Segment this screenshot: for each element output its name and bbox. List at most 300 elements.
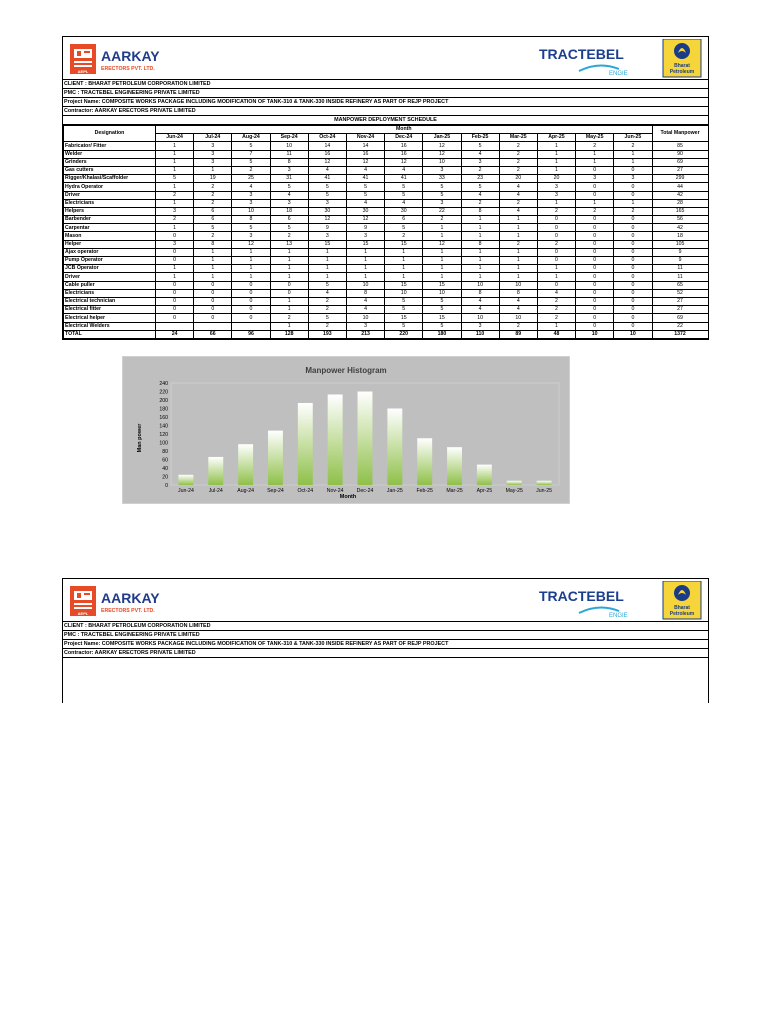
value-cell: 3 xyxy=(270,199,308,207)
value-cell: 0 xyxy=(232,281,270,289)
value-cell: 1 xyxy=(270,322,308,330)
x-tick-label: May-25 xyxy=(505,488,523,494)
value-cell: 5 xyxy=(232,224,270,232)
histogram-svg xyxy=(123,357,569,503)
value-cell: 1 xyxy=(232,248,270,256)
table-row xyxy=(64,191,709,199)
value-cell: 31 xyxy=(270,175,308,183)
value-cell: 5 xyxy=(156,175,194,183)
value-cell: 10 xyxy=(499,281,537,289)
value-cell: 4 xyxy=(461,297,499,305)
value-cell: 0 xyxy=(576,240,614,248)
table-row xyxy=(64,240,709,248)
y-tick-label: 80 xyxy=(162,448,168,455)
value-cell: 1 xyxy=(308,248,346,256)
value-cell: 8 xyxy=(461,240,499,248)
value-cell: 2 xyxy=(576,207,614,215)
value-cell: 0 xyxy=(270,289,308,297)
row-total-cell: 9 xyxy=(652,257,708,265)
value-cell: 12 xyxy=(423,240,461,248)
value-cell: 5 xyxy=(232,142,270,150)
month-col-header: Jun-25 xyxy=(614,134,652,142)
y-tick-label: 180 xyxy=(159,406,168,413)
value-cell: 66 xyxy=(194,330,232,338)
schedule-title: MANPOWER DEPLOYMENT SCHEDULE xyxy=(63,116,708,125)
value-cell: 0 xyxy=(194,297,232,305)
value-cell: 3 xyxy=(576,175,614,183)
value-cell: 1 xyxy=(156,158,194,166)
value-cell: 5 xyxy=(346,191,384,199)
value-cell: 3 xyxy=(461,322,499,330)
value-cell: 128 xyxy=(270,330,308,338)
value-cell: 12 xyxy=(423,142,461,150)
row-total-cell: 42 xyxy=(652,224,708,232)
value-cell: 30 xyxy=(346,207,384,215)
value-cell: 1 xyxy=(614,158,652,166)
value-cell: 2 xyxy=(537,207,575,215)
value-cell: 0 xyxy=(614,248,652,256)
month-row xyxy=(64,134,709,142)
value-cell: 0 xyxy=(537,248,575,256)
value-cell: 1 xyxy=(156,199,194,207)
value-cell: 1 xyxy=(194,166,232,174)
month-col-header: Jul-24 xyxy=(194,134,232,142)
value-cell: 8 xyxy=(232,216,270,224)
value-cell: 1 xyxy=(346,248,384,256)
x-tick-label: Apr-25 xyxy=(476,488,493,494)
histogram-bar xyxy=(358,392,373,486)
value-cell: 3 xyxy=(308,232,346,240)
value-cell: 3 xyxy=(537,191,575,199)
contractor-line: Contractor: AARKAY ERECTORS PRIVATE LIMITED xyxy=(63,107,708,116)
value-cell: 10 xyxy=(385,289,423,297)
value-cell: 0 xyxy=(156,232,194,240)
y-tick-label: 100 xyxy=(159,440,168,447)
value-cell: 1 xyxy=(194,265,232,273)
value-cell: 1 xyxy=(461,248,499,256)
value-cell: 1 xyxy=(232,257,270,265)
value-cell: 20 xyxy=(499,175,537,183)
histogram-bar xyxy=(298,403,313,485)
value-cell: 5 xyxy=(385,183,423,191)
value-cell: 0 xyxy=(156,257,194,265)
value-cell: 3 xyxy=(156,207,194,215)
value-cell: 5 xyxy=(423,191,461,199)
table-row xyxy=(64,224,709,232)
month-col-header: Dec-24 xyxy=(385,134,423,142)
value-cell: 1 xyxy=(499,273,537,281)
x-tick-label: Aug-24 xyxy=(237,488,254,494)
value-cell: 2 xyxy=(499,158,537,166)
designation-cell: Driver xyxy=(64,273,156,281)
value-cell xyxy=(232,322,270,330)
value-cell: 0 xyxy=(576,224,614,232)
y-tick-label: 160 xyxy=(159,414,168,421)
x-tick-label: Jul-24 xyxy=(208,488,223,494)
pmc-line-2: PMC : TRACTEBEL ENGINEERING PRIVATE LIMITED xyxy=(63,631,708,640)
value-cell: 3 xyxy=(232,232,270,240)
value-cell: 1 xyxy=(423,232,461,240)
value-cell: 15 xyxy=(423,281,461,289)
table-row xyxy=(64,199,709,207)
row-total-cell: 165 xyxy=(652,207,708,215)
value-cell: 1 xyxy=(156,224,194,232)
value-cell: 0 xyxy=(537,224,575,232)
tractebel-logo: TRACTEBEL xyxy=(539,46,624,62)
value-cell: 0 xyxy=(576,248,614,256)
month-col-header: Jan-25 xyxy=(423,134,461,142)
value-cell: 12 xyxy=(308,216,346,224)
x-axis-label: Month xyxy=(339,494,357,500)
value-cell: 3 xyxy=(194,158,232,166)
month-col-header: Feb-25 xyxy=(461,134,499,142)
value-cell: 15 xyxy=(385,240,423,248)
designation-cell: Driver xyxy=(64,191,156,199)
designation-cell: TOTAL xyxy=(64,330,156,338)
value-cell: 3 xyxy=(156,240,194,248)
value-cell: 4 xyxy=(308,289,346,297)
value-cell: 5 xyxy=(308,281,346,289)
y-tick-label: 240 xyxy=(159,380,168,387)
project-line-2: Project Name: COMPOSITE WORKS PACKAGE INCLUDING MODIFICATION OF TANK-310 & TANK-330 INSIDE REFINERY AS PART OF REJP PROJECT xyxy=(63,640,708,649)
value-cell: 193 xyxy=(308,330,346,338)
value-cell: 4 xyxy=(499,191,537,199)
designation-cell: Electricians xyxy=(64,289,156,297)
value-cell: 0 xyxy=(576,297,614,305)
designation-cell: Helpers xyxy=(64,207,156,215)
designation-cell: Fabricator/ Fitter xyxy=(64,142,156,150)
value-cell: 4 xyxy=(232,183,270,191)
value-cell: 48 xyxy=(537,330,575,338)
value-cell: 0 xyxy=(232,297,270,305)
value-cell: 1 xyxy=(423,248,461,256)
value-cell: 5 xyxy=(423,183,461,191)
value-cell: 2 xyxy=(576,142,614,150)
value-cell: 2 xyxy=(156,216,194,224)
row-total-cell: 9 xyxy=(652,248,708,256)
value-cell: 2 xyxy=(308,297,346,305)
y-tick-label: 140 xyxy=(159,423,168,430)
value-cell: 1 xyxy=(461,224,499,232)
engie-logo: ENGIE xyxy=(609,71,628,77)
value-cell: 2 xyxy=(499,142,537,150)
table-row xyxy=(64,158,709,166)
value-cell: 0 xyxy=(232,314,270,322)
value-cell: 0 xyxy=(194,306,232,314)
value-cell: 3 xyxy=(232,191,270,199)
value-cell: 15 xyxy=(308,240,346,248)
value-cell: 0 xyxy=(614,191,652,199)
month-col-header: May-25 xyxy=(576,134,614,142)
value-cell xyxy=(156,322,194,330)
histogram-bar xyxy=(178,475,193,485)
value-cell: 1 xyxy=(614,150,652,158)
value-cell: 0 xyxy=(614,265,652,273)
value-cell: 12 xyxy=(346,216,384,224)
value-cell: 0 xyxy=(270,281,308,289)
project-line: Project Name: COMPOSITE WORKS PACKAGE INCLUDING MODIFICATION OF TANK-310 & TANK-330 INSIDE REFINERY AS PART OF REJP PROJECT xyxy=(63,98,708,107)
row-total-cell: 56 xyxy=(652,216,708,224)
value-cell: 10 xyxy=(576,330,614,338)
value-cell: 0 xyxy=(576,281,614,289)
value-cell: 1 xyxy=(156,150,194,158)
value-cell: 0 xyxy=(576,232,614,240)
value-cell: 1 xyxy=(499,248,537,256)
value-cell: 0 xyxy=(614,322,652,330)
value-cell: 10 xyxy=(270,142,308,150)
value-cell: 5 xyxy=(270,224,308,232)
sheet-1 xyxy=(62,36,709,340)
value-cell: 0 xyxy=(576,273,614,281)
value-cell: 2 xyxy=(614,142,652,150)
value-cell: 5 xyxy=(385,306,423,314)
value-cell: 0 xyxy=(537,216,575,224)
value-cell: 0 xyxy=(537,232,575,240)
table-row xyxy=(64,216,709,224)
histogram-bar xyxy=(507,481,522,485)
manpower-table xyxy=(63,125,709,339)
value-cell: 1 xyxy=(346,273,384,281)
table-row xyxy=(64,175,709,183)
value-cell: 4 xyxy=(385,166,423,174)
histogram-bar xyxy=(417,438,432,485)
value-cell: 1 xyxy=(576,158,614,166)
value-cell: 1 xyxy=(346,265,384,273)
designation-cell: JCB Operator xyxy=(64,265,156,273)
value-cell: 5 xyxy=(423,306,461,314)
table-row xyxy=(64,166,709,174)
value-cell: 0 xyxy=(614,216,652,224)
value-cell: 1 xyxy=(461,232,499,240)
x-tick-label: Jun-24 xyxy=(177,488,194,494)
value-cell: 0 xyxy=(156,314,194,322)
value-cell: 1 xyxy=(156,273,194,281)
value-cell: 1 xyxy=(346,257,384,265)
x-tick-label: Oct-24 xyxy=(297,488,314,494)
designation-cell: Carpentar xyxy=(64,224,156,232)
value-cell: 1 xyxy=(537,150,575,158)
value-cell: 1 xyxy=(576,150,614,158)
value-cell: 0 xyxy=(614,289,652,297)
svg-text:ENGIE: ENGIE xyxy=(609,613,628,619)
value-cell: 0 xyxy=(156,281,194,289)
value-cell: 5 xyxy=(270,183,308,191)
designation-cell: Hydra Operator xyxy=(64,183,156,191)
value-cell: 5 xyxy=(423,297,461,305)
value-cell: 2 xyxy=(537,240,575,248)
value-cell: 110 xyxy=(461,330,499,338)
value-cell: 12 xyxy=(346,158,384,166)
row-total-cell: 18 xyxy=(652,232,708,240)
svg-text:Petroleum: Petroleum xyxy=(669,69,695,75)
value-cell: 25 xyxy=(232,175,270,183)
value-cell: 1 xyxy=(308,265,346,273)
designation-cell: Cable puller xyxy=(64,281,156,289)
svg-text:AARKAY: AARKAY xyxy=(101,590,160,606)
value-cell xyxy=(194,322,232,330)
value-cell: 5 xyxy=(308,191,346,199)
chart-title: Manpower Histogram xyxy=(305,366,387,375)
value-cell: 10 xyxy=(461,314,499,322)
value-cell: 5 xyxy=(385,322,423,330)
value-cell: 2 xyxy=(270,314,308,322)
table-body xyxy=(64,142,709,339)
value-cell: 0 xyxy=(194,314,232,322)
value-cell: 15 xyxy=(385,314,423,322)
value-cell: 1 xyxy=(461,273,499,281)
table-row xyxy=(64,232,709,240)
svg-text:Petroleum: Petroleum xyxy=(669,611,695,617)
value-cell: 1 xyxy=(499,265,537,273)
table-row xyxy=(64,142,709,150)
designation-cell: Ajax operator xyxy=(64,248,156,256)
table-row xyxy=(64,322,709,330)
value-cell: 12 xyxy=(385,158,423,166)
value-cell: 18 xyxy=(270,207,308,215)
value-cell: 1 xyxy=(576,199,614,207)
value-cell: 4 xyxy=(308,166,346,174)
value-cell: 2 xyxy=(499,150,537,158)
month-col-header: Mar-25 xyxy=(499,134,537,142)
month-col-header: Sep-24 xyxy=(270,134,308,142)
value-cell: 0 xyxy=(156,248,194,256)
value-cell: 3 xyxy=(537,183,575,191)
svg-text:Bharat: Bharat xyxy=(674,63,690,69)
value-cell: 12 xyxy=(423,150,461,158)
value-cell: 2 xyxy=(499,166,537,174)
value-cell: 3 xyxy=(346,322,384,330)
value-cell: 4 xyxy=(537,289,575,297)
value-cell: 5 xyxy=(232,158,270,166)
row-total-cell: 44 xyxy=(652,183,708,191)
value-cell: 2 xyxy=(156,191,194,199)
value-cell: 0 xyxy=(194,281,232,289)
value-cell: 0 xyxy=(576,289,614,297)
value-cell: 5 xyxy=(423,322,461,330)
value-cell: 10 xyxy=(499,314,537,322)
histogram-bar xyxy=(268,431,283,485)
value-cell: 1 xyxy=(385,248,423,256)
month-col-header: Oct-24 xyxy=(308,134,346,142)
value-cell: 0 xyxy=(614,314,652,322)
x-tick-label: Dec-24 xyxy=(356,488,374,494)
aarkay-logo-2 xyxy=(69,583,189,619)
total-row xyxy=(64,330,709,338)
y-tick-label: 220 xyxy=(159,389,168,396)
x-tick-label: Nov-24 xyxy=(326,488,344,494)
designation-cell: Electrical helper xyxy=(64,314,156,322)
client-logos xyxy=(539,39,704,79)
value-cell: 6 xyxy=(194,207,232,215)
value-cell: 41 xyxy=(385,175,423,183)
histogram-bar xyxy=(387,409,402,486)
value-cell: 30 xyxy=(385,207,423,215)
value-cell: 1 xyxy=(537,322,575,330)
value-cell: 15 xyxy=(346,240,384,248)
value-cell: 0 xyxy=(614,281,652,289)
value-cell: 0 xyxy=(614,273,652,281)
svg-text:TRACTEBEL: TRACTEBEL xyxy=(539,588,624,604)
value-cell: 1 xyxy=(156,183,194,191)
histogram-bar xyxy=(208,457,223,485)
value-cell: 1 xyxy=(537,142,575,150)
designation-cell: Electrical technician xyxy=(64,297,156,305)
value-cell: 0 xyxy=(576,306,614,314)
value-cell: 2 xyxy=(614,207,652,215)
value-cell: 3 xyxy=(423,166,461,174)
svg-text:Bharat: Bharat xyxy=(674,605,690,611)
value-cell: 4 xyxy=(461,150,499,158)
x-tick-label: Sep-24 xyxy=(267,488,284,494)
value-cell: 0 xyxy=(576,183,614,191)
designation-cell: Gas cutters xyxy=(64,166,156,174)
table-row xyxy=(64,281,709,289)
value-cell: 2 xyxy=(499,322,537,330)
value-cell: 1 xyxy=(499,224,537,232)
y-axis-label: Man power xyxy=(137,423,143,453)
value-cell: 1 xyxy=(499,257,537,265)
value-cell: 41 xyxy=(346,175,384,183)
value-cell: 0 xyxy=(576,257,614,265)
value-cell: 1 xyxy=(423,265,461,273)
value-cell: 4 xyxy=(499,207,537,215)
value-cell: 1 xyxy=(194,273,232,281)
value-cell: 4 xyxy=(461,306,499,314)
value-cell: 15 xyxy=(423,314,461,322)
value-cell: 4 xyxy=(499,183,537,191)
client-line: CLIENT : BHARAT PETROLEUM CORPORATION LIMITED xyxy=(63,80,708,89)
logo-badge: AEPL xyxy=(77,69,89,74)
value-cell: 1 xyxy=(270,273,308,281)
table-row xyxy=(64,314,709,322)
value-cell: 5 xyxy=(461,142,499,150)
x-tick-label: Mar-25 xyxy=(446,488,463,494)
value-cell: 5 xyxy=(308,183,346,191)
value-cell: 1 xyxy=(385,257,423,265)
value-cell: 1 xyxy=(537,265,575,273)
value-cell: 14 xyxy=(308,142,346,150)
table-row xyxy=(64,248,709,256)
value-cell: 96 xyxy=(232,330,270,338)
value-cell: 0 xyxy=(537,257,575,265)
value-cell: 1 xyxy=(499,232,537,240)
designation-cell: Grinders xyxy=(64,158,156,166)
table-row xyxy=(64,289,709,297)
row-total-cell: 42 xyxy=(652,191,708,199)
designation-cell: Electrical Welders xyxy=(64,322,156,330)
value-cell: 14 xyxy=(346,142,384,150)
row-total-cell: 27 xyxy=(652,306,708,314)
value-cell: 1 xyxy=(270,248,308,256)
pmc-line: PMC : TRACTEBEL ENGINEERING PRIVATE LIMITED xyxy=(63,89,708,98)
row-total-cell: 105 xyxy=(652,240,708,248)
value-cell: 1 xyxy=(308,273,346,281)
value-cell: 8 xyxy=(461,207,499,215)
value-cell: 10 xyxy=(614,330,652,338)
value-cell: 5 xyxy=(346,183,384,191)
value-cell: 4 xyxy=(346,199,384,207)
value-cell: 1 xyxy=(385,273,423,281)
value-cell: 1 xyxy=(423,273,461,281)
row-total-cell: 11 xyxy=(652,265,708,273)
value-cell: 220 xyxy=(385,330,423,338)
value-cell: 8 xyxy=(461,289,499,297)
value-cell: 4 xyxy=(270,191,308,199)
value-cell: 2 xyxy=(423,216,461,224)
value-cell: 0 xyxy=(614,240,652,248)
value-cell: 1 xyxy=(270,306,308,314)
client-logos-2 xyxy=(539,581,704,621)
